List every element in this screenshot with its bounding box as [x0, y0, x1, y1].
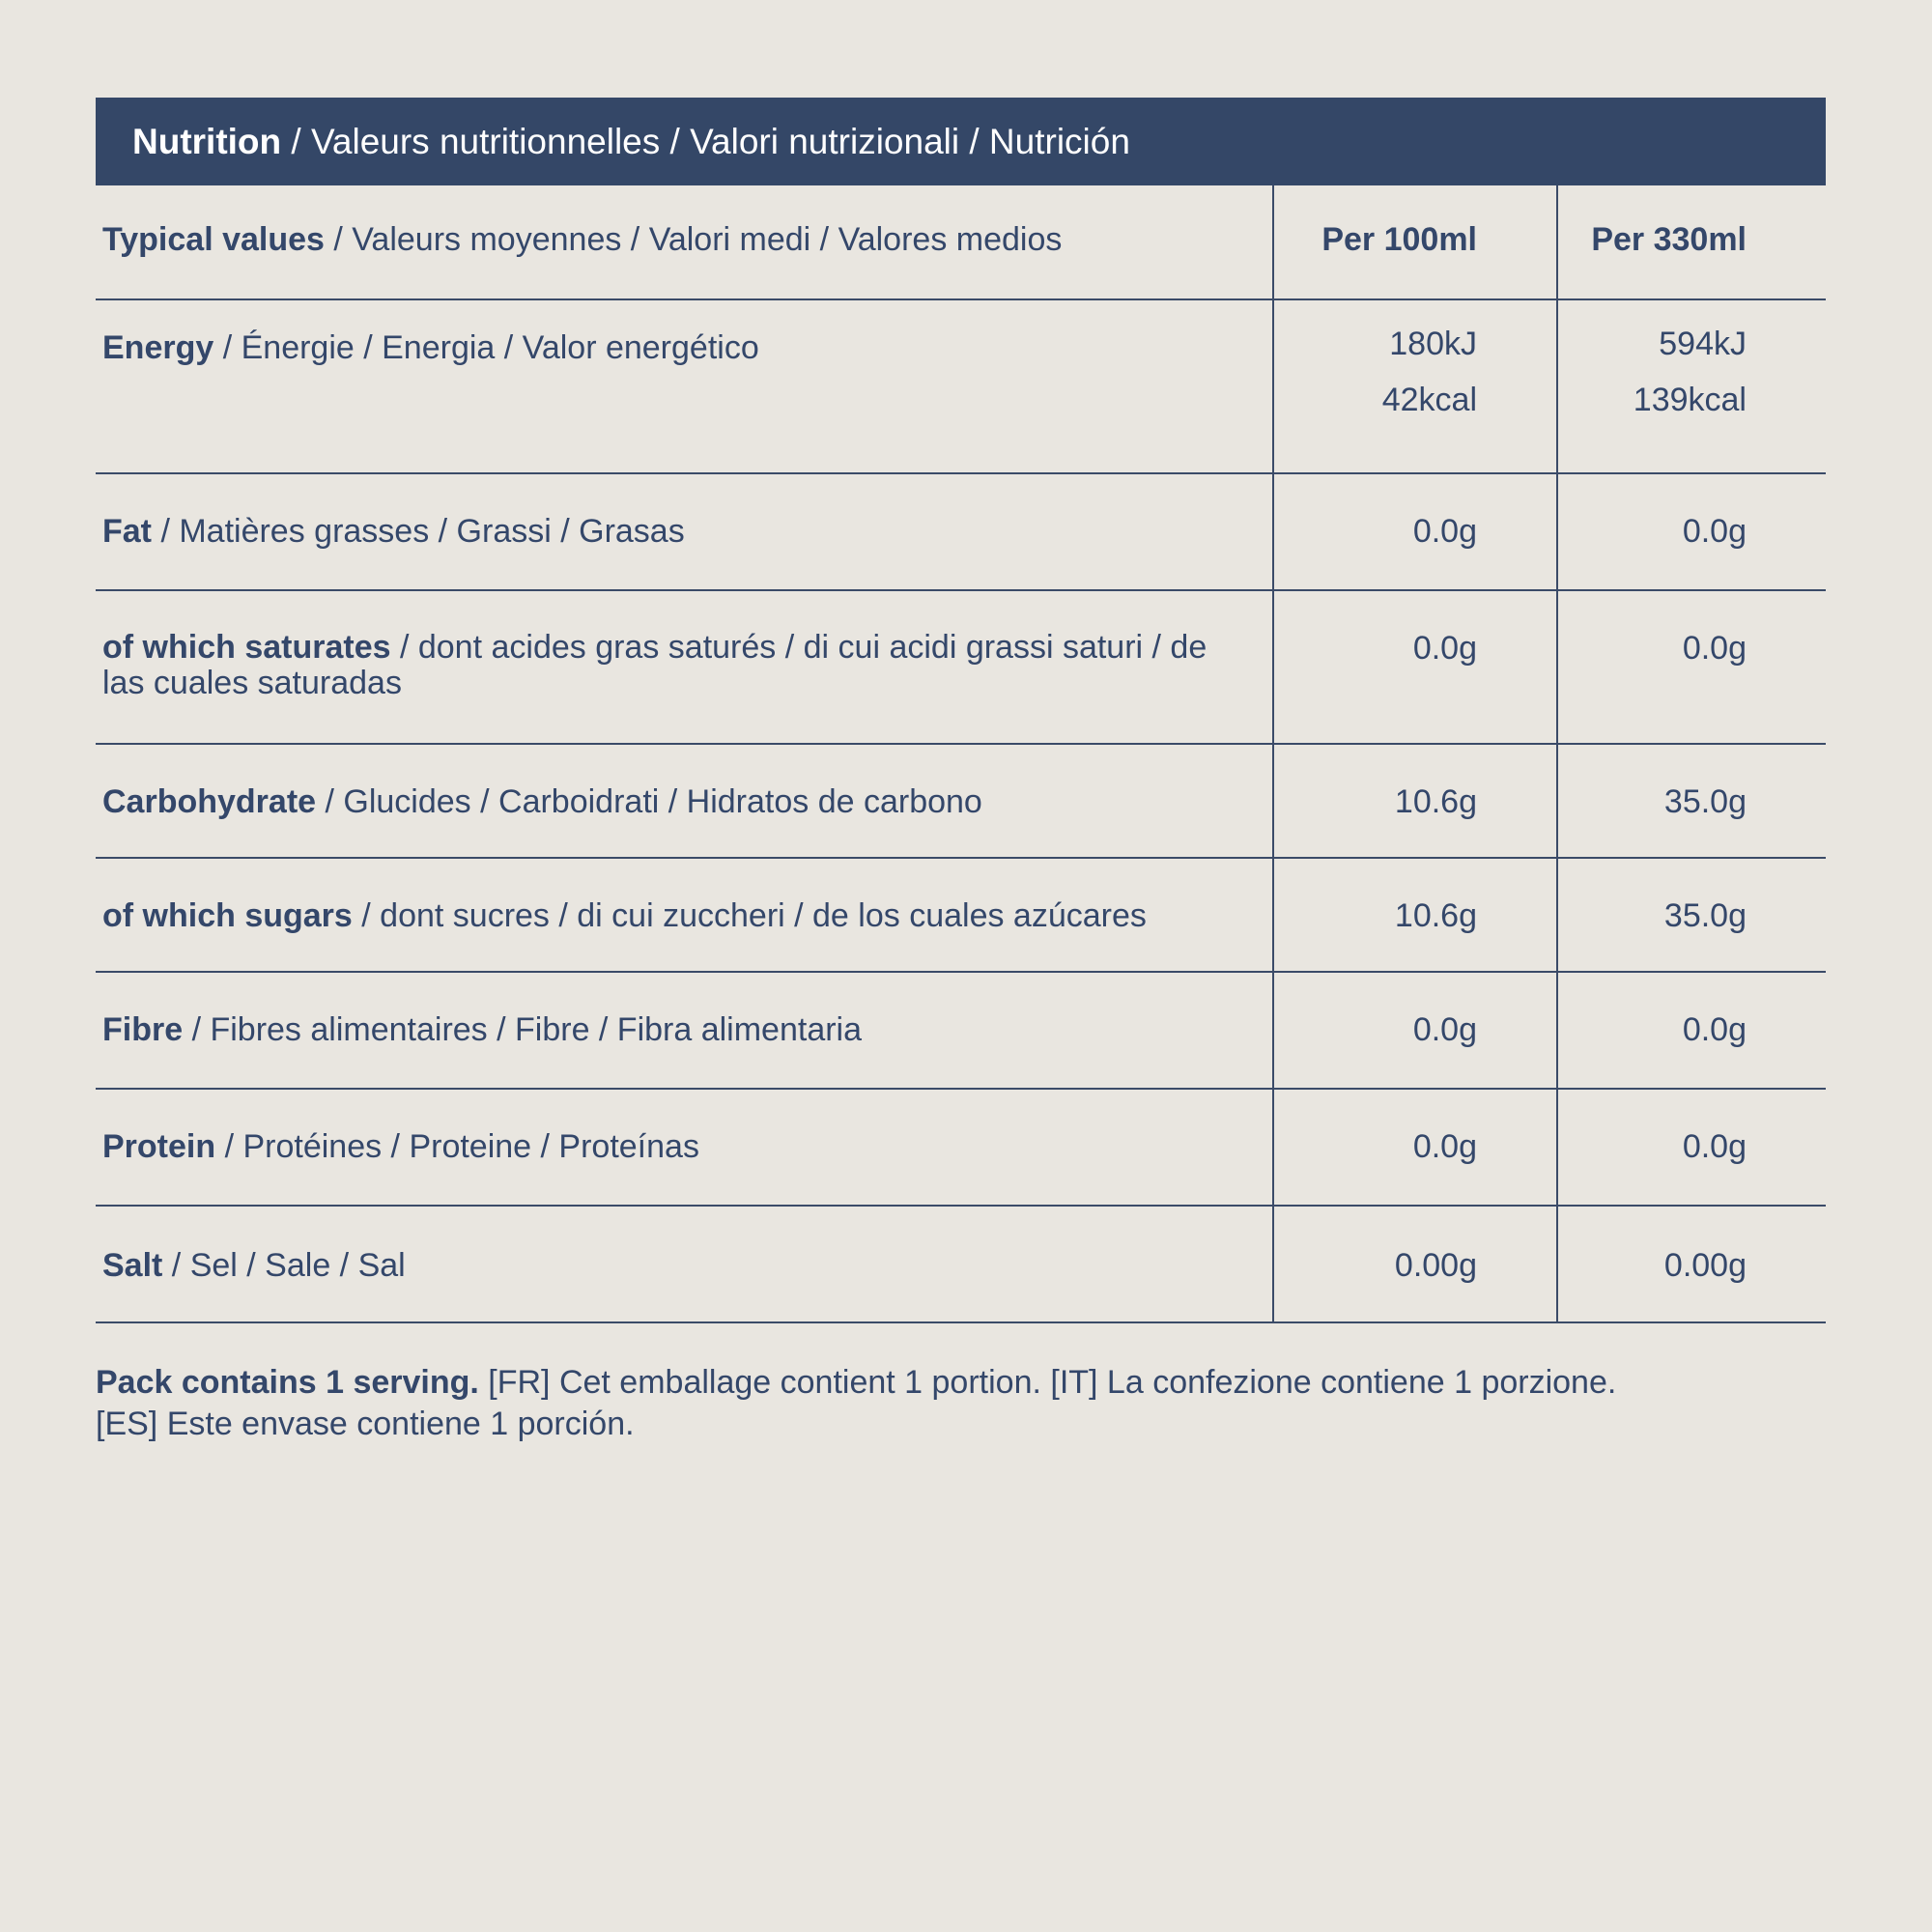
salt-value-330: 0.00g [1663, 1247, 1747, 1284]
protein-label [96, 1089, 1273, 1206]
serving-note-line2: [ES] Este envase contiene 1 porción. [96, 1406, 635, 1442]
table-row-sugars [96, 858, 1826, 972]
fibre-per330 [1557, 972, 1826, 1089]
typical-values-rest: / Valeurs moyennes / Valori medi / Valores medios [324, 221, 1063, 258]
sugars-per100 [1273, 858, 1557, 972]
fat-rest: / Matières grasses / Grassi / Grasas [152, 513, 685, 550]
col-per330-header [1557, 185, 1826, 299]
col-per100-header [1273, 185, 1557, 299]
protein-per330 [1557, 1089, 1826, 1206]
energy-rest: / Énergie / Energia / Valor energético [213, 329, 759, 366]
table-row-carbohydrate [96, 744, 1826, 858]
fibre-per100 [1273, 972, 1557, 1089]
saturates-value-100: 0.0g [1412, 630, 1477, 667]
energy-per100 [1273, 299, 1557, 473]
carbohydrate-value-330: 35.0g [1663, 783, 1747, 820]
fat-per100 [1273, 473, 1557, 590]
salt-value-100: 0.00g [1394, 1247, 1477, 1284]
fat-value-330: 0.0g [1682, 513, 1747, 550]
typical-values-label [96, 185, 1273, 299]
sugars-value-330: 35.0g [1663, 897, 1747, 934]
table-row-energy [96, 299, 1826, 473]
salt-label [96, 1206, 1273, 1322]
table-row-fat [96, 473, 1826, 590]
fibre-label [96, 972, 1273, 1089]
protein-value-330: 0.0g [1682, 1128, 1747, 1165]
nutrition-table [96, 185, 1826, 1323]
energy-bold: Energy [102, 329, 214, 366]
salt-per100 [1273, 1206, 1557, 1322]
fibre-value-330: 0.0g [1682, 1011, 1747, 1048]
saturates-label [96, 590, 1273, 744]
per330-label: Per 330ml [1591, 221, 1747, 258]
salt-bold: Salt [102, 1247, 163, 1284]
sugars-bold: of which sugars [102, 897, 353, 934]
energy-kcal-330: 139kcal [1633, 382, 1747, 418]
saturates-rest: / dont acides gras saturés / di cui acidi grassi saturi / de las cuales saturadas [102, 629, 1208, 701]
protein-value-100: 0.0g [1412, 1128, 1477, 1165]
carbohydrate-bold: Carbohydrate [102, 783, 317, 820]
protein-bold: Protein [102, 1128, 216, 1165]
saturates-value-330: 0.0g [1682, 630, 1747, 667]
energy-kj-330: 594kJ [1659, 326, 1747, 362]
energy-kj-100: 180kJ [1389, 326, 1477, 362]
fat-label [96, 473, 1273, 590]
carbohydrate-label [96, 744, 1273, 858]
energy-per330 [1557, 299, 1826, 473]
energy-kcal-100: 42kcal [1381, 382, 1477, 418]
sugars-value-100: 10.6g [1394, 897, 1477, 934]
salt-rest: / Sel / Sale / Sal [162, 1247, 406, 1284]
protein-per100 [1273, 1089, 1557, 1206]
saturates-bold: of which saturates [102, 629, 391, 666]
sugars-rest: / dont sucres / di cui zuccheri / de los cuales azúcares [352, 897, 1147, 934]
per100-label: Per 100ml [1321, 221, 1477, 258]
table-row-saturates [96, 590, 1826, 744]
serving-note [96, 1362, 1826, 1445]
table-header-row [96, 185, 1826, 299]
carbohydrate-per100 [1273, 744, 1557, 858]
carbohydrate-rest: / Glucides / Carboidrati / Hidratos de carbono [316, 783, 982, 820]
nutrition-title-bar [96, 98, 1826, 185]
fibre-bold: Fibre [102, 1011, 184, 1048]
serving-note-bold: Pack contains 1 serving. [96, 1364, 479, 1401]
saturates-per330 [1557, 590, 1826, 744]
fat-per330 [1557, 473, 1826, 590]
table-row-salt [96, 1206, 1826, 1322]
protein-rest: / Protéines / Proteine / Proteínas [215, 1128, 699, 1165]
fat-value-100: 0.0g [1412, 513, 1477, 550]
carbohydrate-value-100: 10.6g [1394, 783, 1477, 820]
table-row-fibre [96, 972, 1826, 1089]
sugars-per330 [1557, 858, 1826, 972]
energy-label [96, 299, 1273, 473]
serving-note-line1 [96, 1362, 1826, 1404]
title-rest: / Valeurs nutritionnelles / Valori nutrizionali / Nutrición [281, 122, 1130, 161]
table-row-protein [96, 1089, 1826, 1206]
fibre-value-100: 0.0g [1412, 1011, 1477, 1048]
saturates-per100 [1273, 590, 1557, 744]
serving-note-rest: [FR] Cet emballage contient 1 portion. [IT] La confezione contiene 1 porzione. [478, 1364, 1617, 1401]
salt-per330 [1557, 1206, 1826, 1322]
fat-bold: Fat [102, 513, 152, 550]
carbohydrate-per330 [1557, 744, 1826, 858]
nutrition-panel [96, 98, 1826, 1323]
fibre-rest: / Fibres alimentaires / Fibre / Fibra alimentaria [183, 1011, 863, 1048]
typical-values-bold: Typical values [102, 221, 325, 258]
sugars-label [96, 858, 1273, 972]
title-bold: Nutrition [132, 122, 282, 161]
